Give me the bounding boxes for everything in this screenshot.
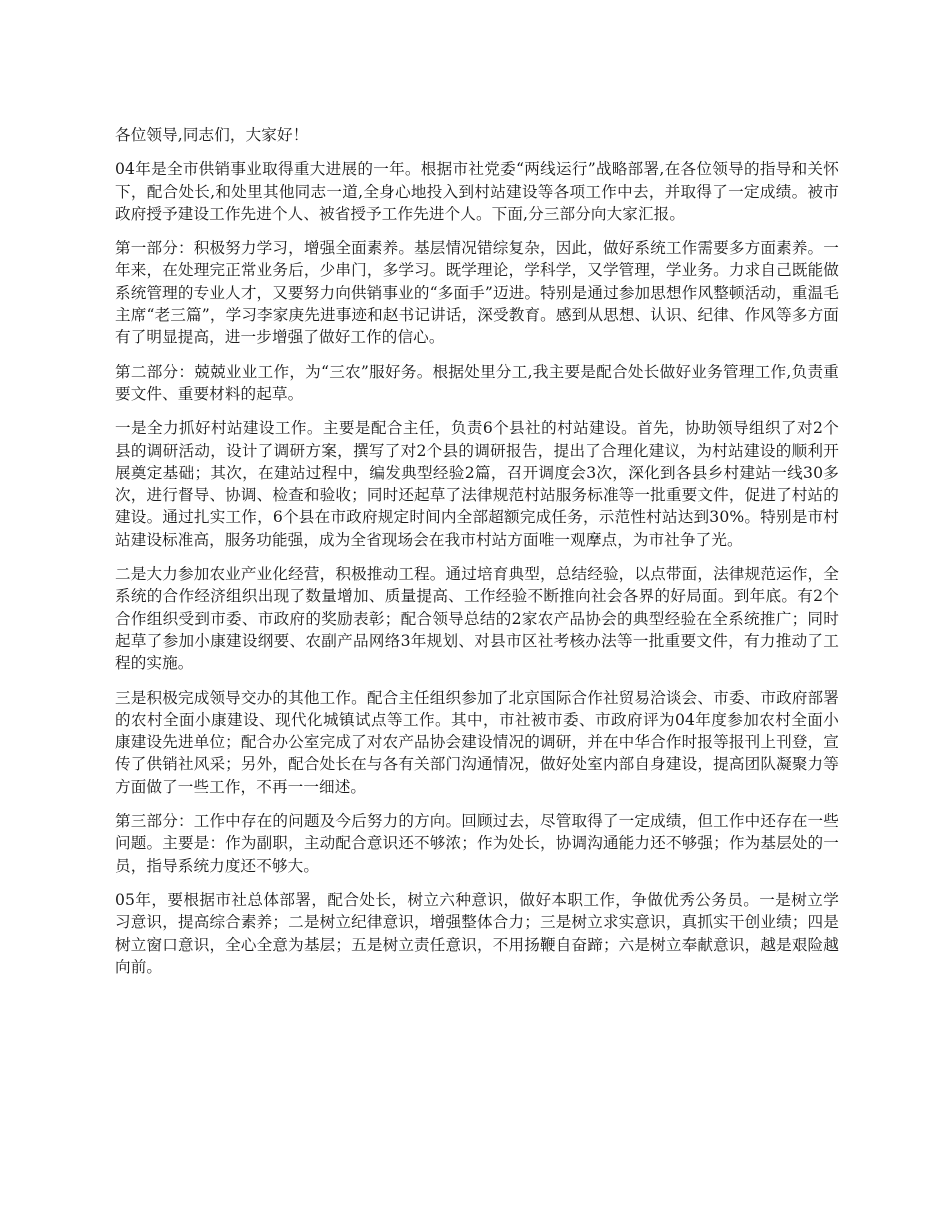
- paragraph-part-two: 第二部分：兢兢业业工作，为“三农”服好务。根据处里分工,我主要是配合处长做好业务管理工作,负责重要文件、重要材料的起草。: [115, 362, 839, 403]
- paragraph-agriculture: 二是大力参加农业产业化经营，积极推动工程。通过培育典型，总结经验，以点带面，法律规范运作，全系统的合作经济组织出现了数量增加、质量提高、工作经验不断推向社会各界的好局面。到年底。有2个合作组织受到市委、市政府的奖励表彰；配合领导总结的2家农产品协会的典型经验在全系统推广；同时起草了参加小康建设纲要、农副产品网络3年规划、对县市区社考核办法等一批重要文件，有力推动了工程的实施。: [115, 565, 839, 673]
- paragraph-village-station: 一是全力抓好村站建设工作。主要是配合主任，负责6个县社的村站建设。首先，协助领导组织了对2个县的调研活动，设计了调研方案，撰写了对2个县的调研报告，提出了合理化建议，为村站建设的顺利开展奠定基础；其次，在建站过程中，编发典型经验2篇，召开调度会3次，深化到各县乡村建站一线30多次，进行督导、协调、检查和验收；同时还起草了法律规范村站服务标准等一批重要文件，促进了村站的建设。通过扎实工作，6个县在市政府规定时间内全部超额完成任务，示范性村站达到30%。特别是市村站建设标准高，服务功能强，成为全省现场会在我市村站方面唯一观摩点，为市社争了光。: [115, 419, 839, 549]
- paragraph-part-three: 第三部分：工作中存在的问题及今后努力的方向。回顾过去，尽管取得了一定成绩，但工作中还存在一些问题。主要是：作为副职，主动配合意识还不够浓；作为处长，协调沟通能力还不够强；作为基层处的一员，指导系统力度还不够大。: [115, 812, 839, 875]
- paragraph-part-one: 第一部分：积极努力学习，增强全面素养。基层情况错综复杂，因此，做好系统工作需要多方面素养。一年来，在处理完正常业务后，少串门，多学习。既学理论，学科学，又学管理，学业务。力求自己既能做系统管理的专业人才，又要努力向供销事业的“多面手”迈进。特别是通过参加思想作风整顿活动，重温毛主席“老三篇”，学习李家庚先进事迹和赵书记讲话，深受教育。感到从思想、认识、纪律、作风等多方面有了明显提高，进一步增强了做好工作的信心。: [115, 239, 839, 347]
- paragraph-intro: 04年是全市供销事业取得重大进展的一年。根据市社党委“两线运行”战略部署,在各位领导的指导和关怀下，配合处长,和处里其他同志一道,全身心地投入到村站建设等各项工作中去，并取得了一定成绩。被市政府授予建设工作先进个人、被省授予工作先进个人。下面,分三部分向大家汇报。: [115, 160, 839, 223]
- document-body: [115, 124, 839, 990]
- greeting-line: 各位领导,同志们，大家好！: [115, 126, 309, 144]
- paragraph-other-work: 三是积极完成领导交办的其他工作。配合主任组织参加了北京国际合作社贸易洽谈会、市委、市政府部署的农村全面小康建设、现代化城镇试点等工作。其中，市社被市委、市政府评为04年度参加农村全面小康建设先进单位；配合办公室完成了对农产品协会建设情况的调研，并在中华合作时报等报刊上刊登，宣传了供销社风采；另外，配合处长在与各有关部门沟通情况，做好处室内部自身建设，提高团队凝聚力等方面做了一些工作，不再一一细述。: [115, 688, 839, 796]
- paragraph-plan-05: 05年，要根据市社总体部署，配合处长，树立六种意识，做好本职工作，争做优秀公务员。一是树立学习意识，提高综合素养；二是树立纪律意识，增强整体合力；三是树立求实意识，真抓实干创业绩；四是树立窗口意识，全心全意为基层；五是树立责任意识，不用扬鞭自奋蹄；六是树立奉献意识，越是艰险越向前。: [115, 890, 839, 976]
